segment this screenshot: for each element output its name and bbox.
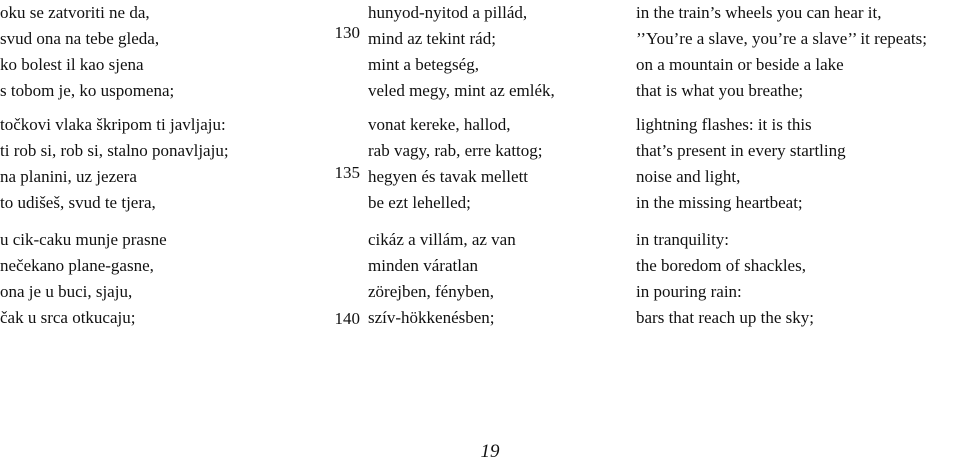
line-number: 135	[334, 163, 360, 182]
verse-line: be ezt lehelled;	[368, 193, 471, 212]
hungarian-stanza-2	[368, 112, 542, 216]
verse-line: szív-hökkenésben;	[368, 308, 495, 327]
serbian-stanza-3	[0, 227, 167, 331]
verse-line: ti rob si, rob si, stalno ponavljaju;	[0, 141, 229, 160]
verse-line: vonat kereke, hallod,	[368, 115, 511, 134]
serbian-stanza-2	[0, 112, 229, 216]
english-stanza-3	[636, 227, 814, 331]
verse-line: in the train’s wheels you can hear it,	[636, 3, 882, 22]
verse-line: točkovi vlaka škripom ti javljaju:	[0, 115, 226, 134]
verse-line: that is what you breathe;	[636, 81, 804, 100]
hungarian-stanza-3	[368, 227, 516, 331]
verse-line: čak u srca otkucaju;	[0, 308, 136, 327]
page-number: 19	[480, 441, 500, 462]
verse-line: that’s present in every startling	[636, 141, 846, 160]
verse-line: ko bolest il kao sjena	[0, 55, 144, 74]
line-number: 130	[334, 23, 360, 42]
verse-line: hegyen és tavak mellett	[368, 167, 529, 186]
verse-line: lightning flashes: it is this	[636, 115, 812, 134]
english-stanza-1	[636, 0, 927, 104]
english-stanza-2	[636, 112, 846, 216]
verse-line: on a mountain or beside a lake	[636, 55, 844, 74]
verse-line: noise and light,	[636, 167, 741, 186]
verse-line: mind az tekint rád;	[368, 29, 496, 48]
line-number: 140	[334, 309, 360, 328]
verse-line: ’’You’re a slave, you’re a slave’’ it repeats;	[636, 29, 927, 48]
verse-line: to udišeš, svud te tjera,	[0, 193, 156, 212]
verse-line: in tranquility:	[636, 230, 730, 249]
verse-line: nečekano plane-gasne,	[0, 256, 154, 275]
verse-line: mint a betegség,	[368, 55, 479, 74]
verse-line: ona je u buci, sjaju,	[0, 282, 133, 301]
verse-line: veled megy, mint az emlék,	[368, 81, 555, 100]
hungarian-stanza-1	[368, 0, 555, 104]
verse-line: s tobom je, ko uspomena;	[0, 81, 175, 100]
verse-line: rab vagy, rab, erre kattog;	[368, 141, 543, 160]
verse-line: na planini, uz jezera	[0, 167, 137, 186]
verse-line: cikáz a villám, az van	[368, 230, 516, 249]
serbian-stanza-1	[0, 0, 174, 104]
verse-line: in the missing heartbeat;	[636, 193, 803, 212]
verse-line: u cik-caku munje prasne	[0, 230, 167, 249]
verse-line: minden váratlan	[368, 256, 478, 275]
verse-line: bars that reach up the sky;	[636, 308, 814, 327]
verse-line: svud ona na tebe gleda,	[0, 29, 160, 48]
verse-line: zörejben, fényben,	[368, 282, 495, 301]
verse-line: oku se zatvoriti ne da,	[0, 3, 150, 22]
verse-line: hunyod-nyitod a pillád,	[368, 3, 528, 22]
verse-line: in pouring rain:	[636, 282, 742, 301]
verse-line: the boredom of shackles,	[636, 256, 806, 275]
